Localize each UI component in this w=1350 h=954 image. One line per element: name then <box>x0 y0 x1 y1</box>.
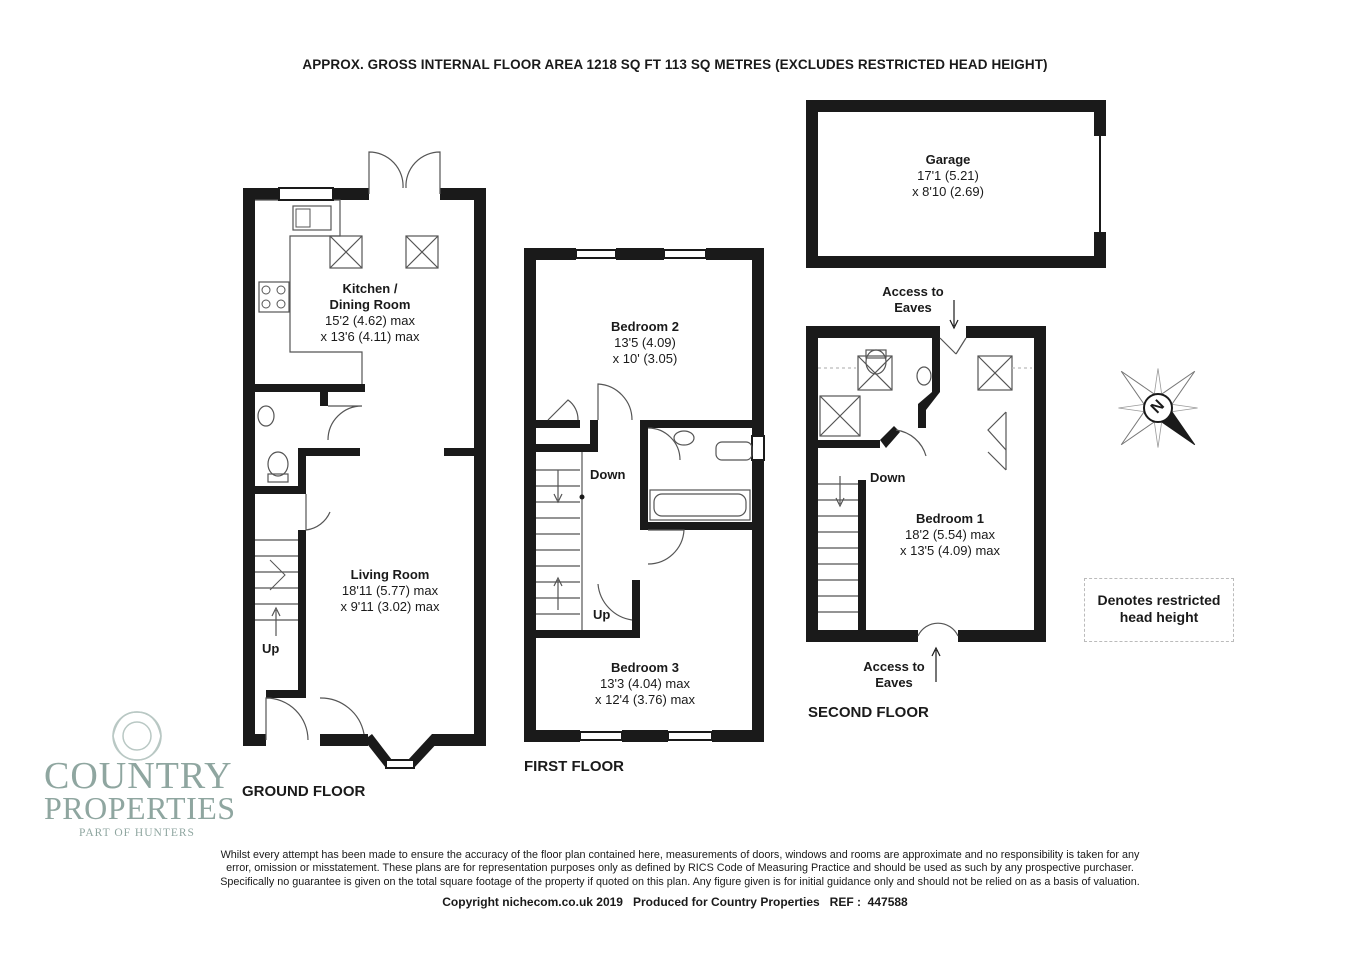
stair-return-wall <box>632 580 640 638</box>
page-title: APPROX. GROSS INTERNAL FLOOR AREA 1218 SQ FT 113 SQ METRES (EXCLUDES RESTRICTED HEAD HEIGHT) <box>302 57 1048 72</box>
hob-ring <box>277 286 285 294</box>
bedroom2-label <box>611 319 679 367</box>
bedroom3-north-wall <box>536 630 632 638</box>
bathroom-window <box>752 436 764 460</box>
first-south-wall-right <box>712 730 764 742</box>
bedroom2-dim2: x 10' (3.05) <box>612 351 678 366</box>
bedroom3-window <box>668 732 712 740</box>
access-eaves-bottom-line2: Eaves <box>875 675 913 690</box>
landing-wall <box>536 444 596 452</box>
bedroom1-dim1: 18'2 (5.54) max <box>905 527 995 542</box>
first-south-wall-left <box>524 730 580 742</box>
access-eaves-top-label <box>882 284 943 316</box>
hob-ring <box>262 300 270 308</box>
stair-newel <box>580 495 585 500</box>
kitchen-dim2: x 13'6 (4.11) max <box>320 329 420 344</box>
living-room-name: Living Room <box>350 567 430 582</box>
hob-ring <box>262 286 270 294</box>
bathroom-toilet <box>716 442 752 460</box>
second-east-wall <box>1034 326 1046 642</box>
garage-name: Garage <box>925 152 971 167</box>
bedroom2-dim1: 13'5 (4.09) <box>614 335 676 350</box>
garage-dim2: x 8'10 (2.69) <box>912 184 984 199</box>
copyright-line: Copyright nichecom.co.uk 2019 Produced for Country Properties REF : 447588 <box>442 895 908 909</box>
cupboard-wall <box>536 420 580 428</box>
second-stair-down-label: Down <box>870 470 906 485</box>
bathroom-basin <box>674 431 694 445</box>
second-floor-label: SECOND FLOOR <box>808 704 929 721</box>
cupboard-side-wall <box>590 420 598 452</box>
bedroom3-window <box>580 732 622 740</box>
ensuite-toilet <box>866 350 886 374</box>
bedroom2-name: Bedroom 2 <box>611 319 679 334</box>
garage-east-wall-top <box>1094 100 1106 136</box>
legend-line1: Denotes restricted <box>1097 592 1221 608</box>
logo-line2: PROPERTIES <box>44 790 236 826</box>
second-north-wall-right <box>966 326 1046 338</box>
access-eaves-bottom-line1: Access to <box>863 659 925 674</box>
bedroom1-dim2: x 13'5 (4.09) max <box>899 543 1001 558</box>
restricted-height-legend <box>1084 578 1234 642</box>
disclaimer-line2: error, omission or misstatement. These plans are for representation purposes only as defined by RICS Code of Measuring Practice and should be used as such by any prospective purchaser. <box>226 862 1134 875</box>
bedroom1-name: Bedroom 1 <box>916 511 984 526</box>
logo-line1: COUNTRY <box>44 755 233 797</box>
second-north-wall-left <box>806 326 940 338</box>
disclaimer-line3: Specifically no guarantee is given on the total square footage of the property if quoted on this plan. Any figure given is for initial guidance only and should not be relied on as a basis of valuation. <box>220 875 1140 888</box>
disclaimer-line1: Whilst every attempt has been made to ensure the accuracy of the floor plan contained here, measurements of doors, windows and rooms are approximate and no responsibility is taken for any <box>220 849 1140 861</box>
garage-south-wall <box>806 256 1106 268</box>
company-logo <box>44 706 236 846</box>
ground-east-wall <box>474 188 486 746</box>
wc-door-jamb <box>320 392 328 406</box>
garage-east-wall-bottom <box>1094 232 1106 268</box>
first-stair-down-label: Down <box>590 467 626 482</box>
bedroom3-dim2: x 12'4 (3.76) max <box>594 692 696 707</box>
sink-unit <box>293 206 331 230</box>
living-room-label <box>340 567 439 615</box>
legend-line2: head height <box>1119 609 1199 625</box>
kitchen-name-line2: Dining Room <box>329 297 411 312</box>
wc-basin <box>258 406 274 426</box>
stair-newel <box>860 488 865 493</box>
ground-south-wall-mid <box>320 734 368 746</box>
first-north-wall-left <box>524 248 576 260</box>
ground-west-wall <box>243 188 255 746</box>
second-south-wall-right <box>958 630 1046 642</box>
kitchen-window <box>279 188 333 200</box>
ensuite-angled-wall <box>880 426 900 448</box>
kitchen-name-line1: Kitchen / <box>342 281 398 296</box>
stair-wall <box>858 480 866 630</box>
second-south-wall-left <box>806 630 918 642</box>
first-south-wall-mid <box>622 730 668 742</box>
first-floor-label: FIRST FLOOR <box>524 758 624 775</box>
bedroom1-label <box>900 511 1000 559</box>
living-wc-wall <box>298 448 360 456</box>
living-room-dim1: 18'11 (5.77) max <box>341 583 439 598</box>
ground-north-wall-mid <box>333 188 369 200</box>
disclaimer <box>180 849 1180 889</box>
bathroom-south-wall <box>640 522 752 530</box>
garage-label <box>912 152 984 200</box>
first-stair-up-label: Up <box>593 607 611 622</box>
first-east-wall <box>752 248 764 742</box>
logo-line3: PART OF HUNTERS <box>79 827 195 839</box>
first-north-wall-mid <box>616 248 664 260</box>
hall-wall-lower <box>298 530 306 690</box>
bathroom-north-wall <box>640 420 752 428</box>
kitchen-wc-wall <box>255 384 365 392</box>
garage-dim1: 17'1 (5.21) <box>917 168 979 183</box>
ground-north-wall-right <box>440 188 486 200</box>
bedroom3-name: Bedroom 3 <box>611 660 679 675</box>
legend-text <box>1085 592 1233 626</box>
garage-west-wall <box>806 100 818 268</box>
bay-window <box>386 760 414 768</box>
access-eaves-top-line1: Access to <box>882 284 944 299</box>
first-west-wall <box>524 248 536 742</box>
ground-south-wall-right <box>432 734 486 746</box>
living-stub-wall <box>444 448 474 456</box>
ensuite-basin <box>917 367 931 385</box>
wc-stair-wall <box>255 486 303 494</box>
sink-bowl <box>296 209 310 227</box>
ensuite-south-wall <box>818 440 880 448</box>
second-west-wall <box>806 326 818 642</box>
ensuite-door-jamb <box>918 404 926 428</box>
bedroom3-label <box>595 660 695 708</box>
ensuite-east-wall <box>932 338 940 392</box>
ground-floor-label: GROUND FLOOR <box>242 783 366 800</box>
second-floor-plan <box>806 300 1046 682</box>
kitchen-label <box>320 281 419 345</box>
compass-north-label: N <box>1147 396 1169 418</box>
living-room-dim2: x 9'11 (3.02) max <box>340 599 440 614</box>
access-eaves-bottom-label <box>863 659 924 691</box>
wc-cistern <box>268 474 288 482</box>
kitchen-dim1: 15'2 (4.62) max <box>325 313 415 328</box>
hob-ring <box>277 300 285 308</box>
access-eaves-top-line2: Eaves <box>894 300 932 315</box>
porch-wall <box>266 690 306 698</box>
bedroom2-window <box>664 250 706 258</box>
bedroom3-dim1: 13'3 (4.04) max <box>600 676 690 691</box>
ground-stair-up-label: Up <box>262 641 280 656</box>
garage-north-wall <box>806 100 1106 112</box>
first-north-wall-right <box>706 248 764 260</box>
bedroom2-window <box>576 250 616 258</box>
ground-south-wall-left <box>243 734 266 746</box>
bathroom-west-wall <box>640 420 648 530</box>
wc-toilet <box>268 452 288 476</box>
ground-north-wall-left <box>243 188 279 200</box>
ground-floor-plan <box>243 152 486 768</box>
